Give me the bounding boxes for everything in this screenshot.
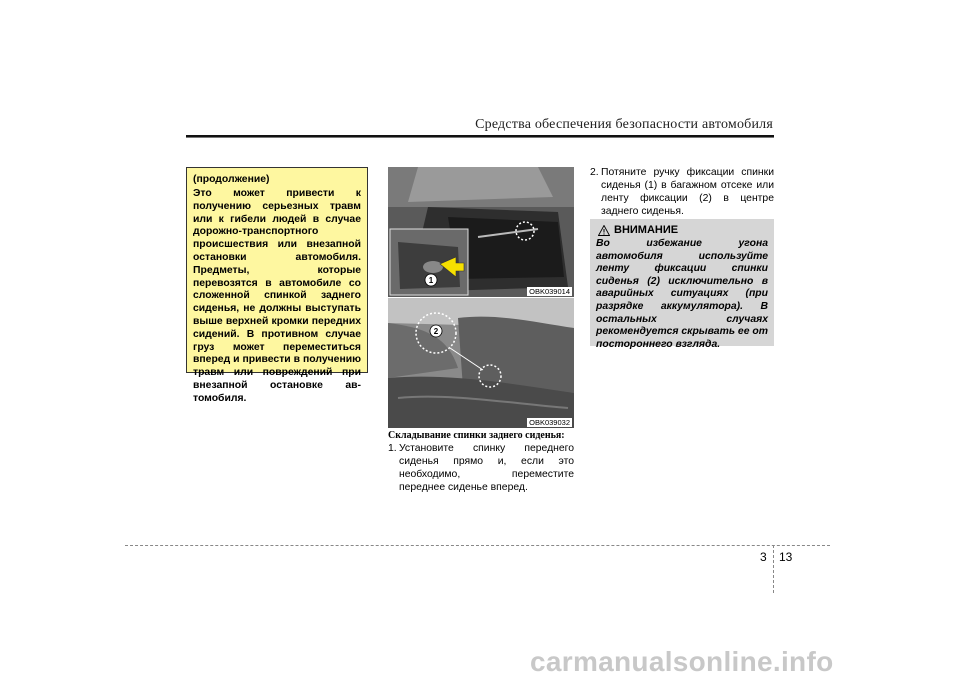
chapter-number: 3 bbox=[760, 550, 767, 564]
photo-marker-1: 1 bbox=[428, 276, 434, 285]
watermark: carmanualsonline.info bbox=[530, 646, 834, 677]
caution-header bbox=[596, 224, 768, 236]
rear-seat-illustration bbox=[388, 298, 574, 428]
step-1-number: 1. bbox=[388, 443, 397, 454]
step-2-text: Потяните ручку фиксации спинки сиденья (1) в багажном отсеке или ленту фиксации (2) в центре заднего сиденья. bbox=[601, 167, 774, 217]
trunk-illustration bbox=[388, 167, 574, 297]
rear-seat-photo bbox=[388, 298, 574, 428]
section-caption: Складывание спинки заднего сиденья: bbox=[388, 430, 565, 441]
warning-triangle-icon bbox=[598, 225, 610, 236]
trunk-photo bbox=[388, 167, 574, 297]
step-2-number: 2. bbox=[590, 167, 599, 178]
step-1 bbox=[388, 442, 574, 494]
warning-box bbox=[186, 167, 368, 404]
step-1-text: Установите спинку переднего сиденья прямо и, если это необходимо, переместите переднее сиденье вперед. bbox=[399, 443, 574, 493]
warning-text: Это может привести к получению серьезных травм или к гибели людей в случае дорожно-транспортного происшествия или внезапной остановки автомобиля. Предметы, которые перевозятся в автомобиле со сложенной спинкой заднего сиденья, не должны выступать выше верхней кромки передних сидений. В противном случае груз может переместиться вперед и привести в получению травм или повреждений при внезапной остановке ав-томобиля. bbox=[193, 188, 361, 404]
footer-divider bbox=[773, 545, 774, 593]
warning-heading: (продолжение) bbox=[193, 174, 270, 185]
caution-box bbox=[590, 219, 774, 350]
page-header-title: Средства обеспечения безопасности автомобиля bbox=[475, 117, 773, 132]
photo-marker-2: 2 bbox=[433, 327, 439, 336]
caution-heading: ВНИМАНИЕ bbox=[614, 224, 679, 236]
page-number: 13 bbox=[779, 550, 793, 564]
step-2 bbox=[590, 166, 774, 218]
header-rule-secondary bbox=[186, 137, 774, 138]
footer-rule bbox=[125, 545, 830, 546]
photo-code-1: OBK039014 bbox=[529, 287, 570, 296]
photo-code-2: OBK039032 bbox=[529, 418, 570, 427]
caution-text: Во избежание угона автомобиля используйте ленту фиксации спинки сиденья (2) исключительно в аварийных ситуациях (при разрядке аккумулятора). В остальных случаях рекомендуется скрывать ее от постороннего взгляда. bbox=[596, 238, 768, 350]
